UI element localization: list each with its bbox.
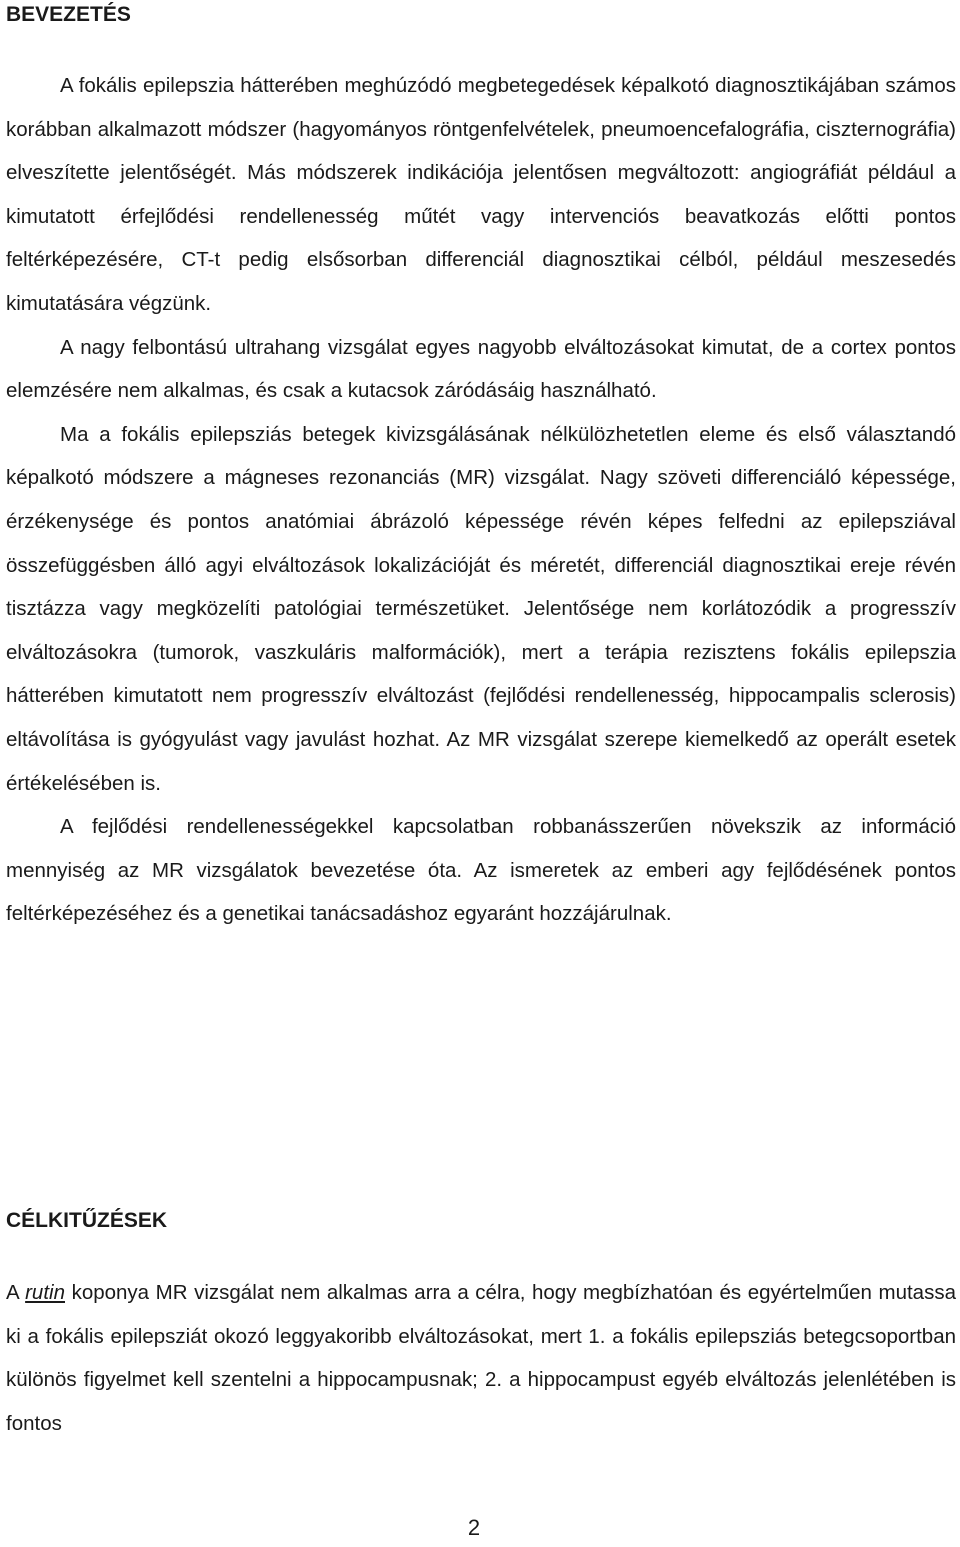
paragraph: A nagy felbontású ultrahang vizsgálat egyes nagyobb elváltozásokat kimutat, de a cortex pontos elemzésére nem alkalmas, és csak a kutacsok záródásáig használható.	[6, 335, 956, 403]
section-body-celkituzesek	[6, 1271, 956, 1445]
page-number: 2	[467, 1515, 481, 1540]
emphasized-word: rutin	[25, 1281, 65, 1304]
text-run: A	[6, 1281, 26, 1304]
paragraph: A fokális epilepszia hátterében meghúzódó megbetegedések képalkotó diagnosztikájában számos korábban alkalmazott módszer (hagyományos röntgenfelvételek, pneumoencefalográfia, ciszternográfia) elveszítette jelentőségét. Más módszerek indikációja jelentősen megváltozott: angiográfiát például a kimutatott érfejlődési rendellenesség műtét vagy intervenciós beavatkozás előtti pontos feltérképezésére, CT-t pedig elsősorban differenciál diagnosztikai célból, például meszesedés kimutatására végzünk.	[6, 74, 956, 315]
section-heading-bevezetes: BEVEZETÉS	[6, 3, 131, 26]
paragraph: A fejlődési rendellenességekkel kapcsolatban robbanásszerűen növekszik az információ mennyiség az MR vizsgálatok bevezetése óta. Az ismeretek az emberi agy fejlődésének pontos feltérképezéséhez és a genetikai tanácsadáshoz egyaránt hozzájárulnak.	[6, 815, 956, 926]
section-body-bevezetes	[6, 64, 956, 936]
text-run: koponya MR vizsgálat nem alkalmas arra a célra, hogy megbízhatóan és egyértelműen mutassa ki a fokális epilepsziát okozó leggyakoribb elváltozásokat, mert 1. a fokális epilepsziás betegcsoportban különös figyelmet kell szentelni a hippocampusnak; 2. a hippocampust egyéb elváltozás jelenlétében is fontos	[6, 1281, 956, 1435]
paragraph	[6, 1271, 956, 1445]
section-heading-celkituzesek: CÉLKITŰZÉSEK	[6, 1209, 168, 1232]
paragraph: Ma a fokális epilepsziás betegek kivizsgálásának nélkülözhetetlen eleme és első választandó képalkotó módszere a mágneses rezonanciás (MR) vizsgálat. Nagy szöveti differenciáló képessége, érzékenysége és pontos anatómiai ábrázoló képessége révén képes felfedni az epilepsziával összefüggésben álló agyi elváltozások lokalizációját és méretét, differenciál diagnosztikai ereje révén tisztázza vagy megközelíti patológiai természetüket. Jelentősége nem korlátozódik a progresszív elváltozásokra (tumorok, vaszkuláris malformációk), mert a terápia rezisztens fokális epilepszia hátterében kimutatott nem progresszív elváltozást (fejlődési rendellenesség, hippocampalis sclerosis) eltávolítása is gyógyulást vagy javulást hozhat. Az MR vizsgálat szerepe kiemelkedő az operált esetek értékelésében is.	[6, 422, 956, 795]
